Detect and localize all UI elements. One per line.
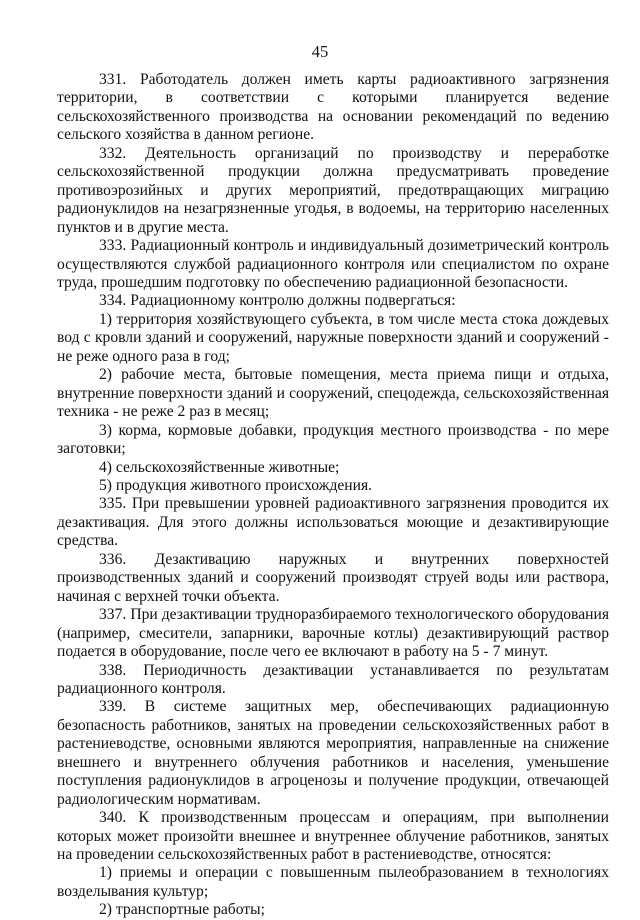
document-body <box>57 71 609 920</box>
list-item-340-1: 1) приемы и операции с повышенным пылеобразованием в технологиях возделывания культур; <box>57 864 609 900</box>
paragraph-340: 340. К производственным процессам и операциям, при выполнении которых может произойти внешнее и внутреннее облучение работников, занятых на проведении сельскохозяйственных работ в растениеводстве, относятся: <box>57 809 609 864</box>
paragraph-336: 336. Дезактивацию наружных и внутренних поверхностей производственных зданий и сооружений производят струей воды или раствора, начиная с верхней точки объекта. <box>57 550 609 605</box>
list-item-340-2: 2) транспортные работы; <box>99 901 265 919</box>
list-item-334-2: 2) рабочие места, бытовые помещения, места приема пищи и отдыха, внутренние поверхности зданий и сооружений, спецодежда, сельскохозяйственная техника - не реже 2 раз в месяц; <box>57 366 609 421</box>
list-item-334-5: 5) продукция животного происхождения. <box>99 476 373 494</box>
list-item-334-1: 1) территория хозяйствующего субъекта, в том числе места стока дождевых вод с кровли зданий и сооружений, наружные поверхности зданий и сооружений - не реже одного раза в год; <box>57 310 609 365</box>
paragraph-337: 337. При дезактивации трудноразбираемого технологического оборудования (например, смесители, запарники, варочные котлы) дезактивирующий раствор подается в оборудование, после чего ее включают в работу на 5 - 7 минут. <box>57 606 609 661</box>
paragraph-335: 335. При превышении уровней радиоактивного загрязнения проводится их дезактивация. Для этого должны использоваться моющие и дезактивирующие средства. <box>57 495 609 550</box>
paragraph-332: 332. Деятельность организаций по производству и переработке сельскохозяйственной продукции должна предусматривать проведение противоэрозийных и других мероприятий, предотвращающих миграцию радионуклидов на незагрязненные угодья, в водоемы, на территорию населенных пунктов и в другие места. <box>57 144 609 236</box>
paragraph-333: 333. Радиационный контроль и индивидуальный дозиметрический контроль осуществляются службой радиационного контроля или специалистом по охране труда, прошедшим подготовку по обеспечению радиационной безопасности. <box>57 237 609 291</box>
list-item-334-4: 4) сельскохозяйственные животные; <box>99 458 340 476</box>
paragraph-331: 331. Работодатель должен иметь карты радиоактивного загрязнения территории, в соответствии с которыми планируется ведение сельскохозяйственного производства на основании рекомендаций по ведению сельского хозяйства в данном регионе. <box>57 71 609 144</box>
paragraph-339: 339. В системе защитных мер, обеспечивающих радиационную безопасность работников, занятых на проведении сельскохозяйственных работ в растениеводстве, основными являются мероприятия, направленные на снижение внешнего и внутреннего облучения работников и населения, уменьшение поступления радионуклидов в агроценозы и получение продукции, отвечающей радиологическим нормативам. <box>57 698 609 808</box>
list-item-334-3: 3) корма, кормовые добавки, продукция местного производства - по мере заготовки; <box>57 421 609 458</box>
paragraph-334: 334. Радиационному контролю должны подвергаться: <box>99 292 456 310</box>
page-number: 45 <box>311 42 329 61</box>
paragraph-338: 338. Периодичность дезактивации устанавливается по результатам радиационного контроля. <box>57 661 609 697</box>
